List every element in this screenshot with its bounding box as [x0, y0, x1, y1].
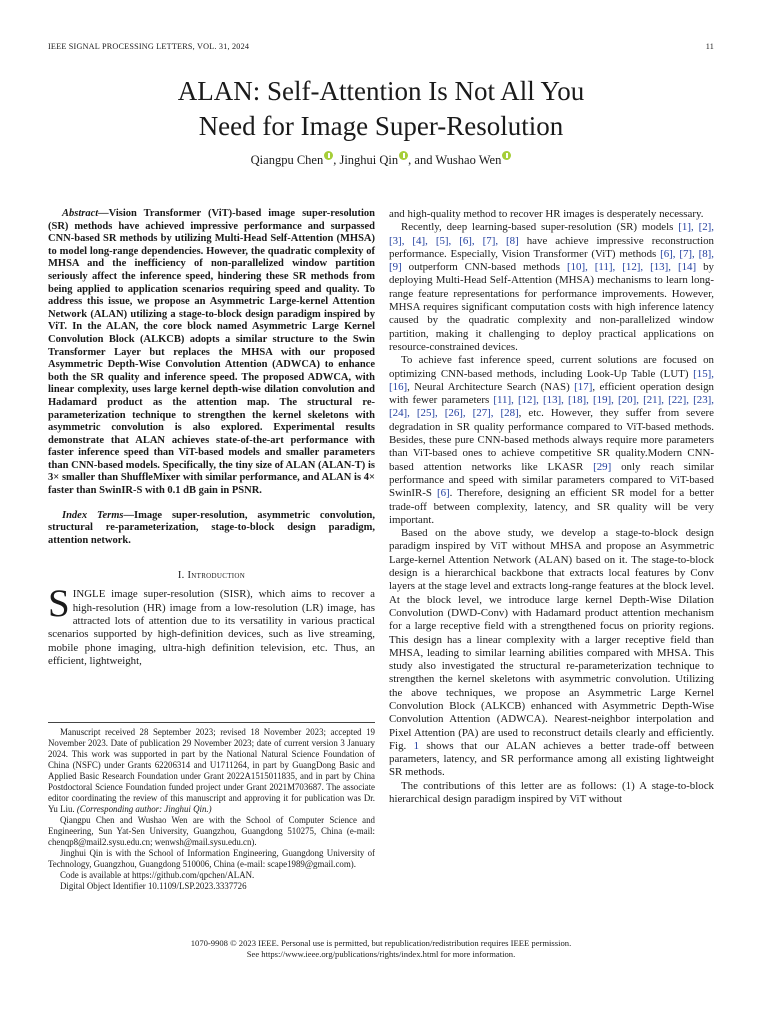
footnote-manuscript: [48, 727, 375, 815]
author-name: Jinghui Qin: [339, 153, 399, 167]
text-run: by deploying Multi-Head Self-Attention (MHSA) mechanisms to learn long-range feature representations for performance improvements. However, MHSA requires significant computation costs with high inference latency caused by the quadratic complexity and non-parallelized window partition, making it challenging to deploy practical applications on resource-constrained devices.: [389, 261, 714, 353]
index-terms-dash: —: [123, 509, 134, 521]
text-run: Recently, deep learning-based super-resolution (SR) models: [401, 221, 679, 234]
drop-cap: S: [48, 582, 70, 626]
text-run: shows that our ALAN achieves a better trade-off between parameters, latency, and SR performance among all existing lightweight SR methods.: [389, 739, 714, 779]
author-name: Qiangpu Chen: [250, 153, 324, 167]
title-line-1: ALAN: Self-Attention Is Not All You: [177, 76, 585, 106]
copyright-notice: [48, 938, 714, 960]
author-separator: , and: [408, 153, 436, 167]
paragraph-continuation: and high-quality method to recover HR images is desperately necessary.: [389, 208, 704, 220]
footnote-code-link[interactable]: Code is available at https://github.com/qpchen/ALAN.: [60, 870, 255, 880]
footnote-affiliation-1: Qiangpu Chen and Wushao Wen are with the School of Computer Science and Engineering, Sun Yat-Sen University, Guangzhou, Guangdong 510275, China (e-mail: chenqp8@mail2.sysu.edu.cn; wenwsh@mail.sysu.edu.cn).: [48, 815, 375, 847]
title-line-2: Need for Image Super-Resolution: [198, 111, 564, 141]
abstract-text: Vision Transformer (ViT)-based image super-resolution (SR) methods have achieved impressive performance and surpassed CNN-based SR methods by utilizing Multi-Head Self-Attention (MHSA) to model long-range dependencies. However, the quadratic complexity of MHSA and the inefficiency of non-parallelized window partition seriously affect the inference speed, hindering these SR methods from being applied to application scenarios requiring speed and quality. To address this issue, we propose an Asymmetric Large-kernel Attention Network (ALAN) utilizing a stage-to-block design paradigm inspired by ViT. In the ALAN, the core block named Asymmetric Large Kernel Convolution Block (ALKCB) adopts a similar structure to the Swin Transformer Layer but replaces the MHSA with our proposed Asymmetric Depth-Wise Convolution Attention (ADWCA) to enhance both the SR quality and inference speed. The proposed ADWCA, with linear complexity, uses large kernel depth-wise dilation convolution and Hadamard product as the attention map. The structural re-parameterization technique to strengthen the kernel skeletons with asymmetric convolution is also explored. Experimental results demonstrate that ALAN achieves state-of-the-art performance with faster inference speed than ViT-based models and smaller parameters than CNN-based models. Specifically, the tiny size of ALAN (ALAN-T) is 3× smaller than ShuffleMixer with similar performance, and ALAN is 4× faster than SwinIR-S with 0.1 dB gain in PSNR.: [48, 208, 375, 497]
paragraph-proposed-method: [389, 527, 714, 780]
text-run: only reach similar performance and speed with similar parameters compared to ViT-based SwinIR-S: [389, 460, 714, 500]
author-list: [48, 151, 714, 168]
journal-name: IEEE SIGNAL PROCESSING LETTERS, VOL. 31, 2024: [48, 42, 250, 51]
author-name: Wushao Wen: [435, 153, 502, 167]
citation-link[interactable]: [10], [11], [12], [13], [14]: [566, 261, 697, 274]
paragraph-contributions: The contributions of this letter are as follows: (1) A stage-to-block hierarchical design paradigm inspired by ViT without: [389, 779, 714, 806]
orcid-icon[interactable]: [502, 151, 511, 160]
footnote-divider: [48, 722, 375, 723]
orcid-icon[interactable]: [324, 151, 333, 160]
abstract-dash: —: [98, 208, 109, 219]
paragraph-fast-inference: [389, 354, 714, 527]
intro-paragraph: [48, 582, 375, 668]
footnote-doi[interactable]: Digital Object Identifier 10.1109/LSP.2023.3337726: [60, 881, 247, 891]
running-head: [48, 42, 714, 51]
left-column: [48, 208, 375, 668]
text-run: outperform CNN-based methods: [401, 261, 567, 274]
citation-link[interactable]: [17]: [574, 380, 593, 393]
text-run: . Therefore, designing an efficient SR model for a better trade-off between complexity, latency, and SR quality will be very important.: [389, 487, 714, 526]
footnote-affiliation-2: Jinghui Qin is with the School of Information Engineering, Guangdong University of Technology, Guangzhou, Guangdong 510006, China (e-mail: scape1989@gmail.com).: [48, 848, 375, 869]
section-heading-introduction: I. Introduction: [177, 570, 246, 582]
figure-link[interactable]: 1: [413, 739, 420, 752]
text-run: , etc. However, they suffer from severe degradation in SR quality performance compared to ViT-based methods. Besides, these pure CNN-based methods always require more parameters than ViT-based ones to achieve competitive SR quality.Modern CNN-based attention networks like LKASR: [389, 407, 714, 473]
index-terms-label: Index Terms: [62, 509, 124, 521]
index-terms: [48, 510, 375, 548]
citation-link[interactable]: [15], [16]: [389, 367, 714, 393]
orcid-icon[interactable]: [399, 151, 408, 160]
corresponding-author: (Corresponding author: Jinghui Qin.): [76, 804, 212, 814]
paragraph-related-work: [389, 221, 714, 354]
citation-link[interactable]: [11], [12], [13], [18], [19], [20], [21], [22], [23], [24], [25], [26], [27], [28]: [389, 394, 714, 420]
copyright-line-1: 1070-9908 © 2023 IEEE. Personal use is permitted, but republication/redistribution requires IEEE permission.: [190, 938, 572, 948]
right-column: [389, 208, 714, 806]
abstract: [48, 208, 375, 498]
author-separator: ,: [333, 153, 340, 167]
abstract-label: Abstract: [62, 208, 99, 219]
footnotes: [48, 722, 375, 892]
text-run: Based on the above study, we develop a stage-to-block design paradigm inspired by ViT without MHSA and propose an Asymmetric Large-kernel Attention Network (ALAN) based on it. The stage-to-block design is a hierarchical backbone that extracts local features by Conv layers at the stage level and extracts long-range features at the block level. At the block level, we introduce large kernel Depth-Wise Dilation Convolution (DWD-Conv) with Hadamard product attention mechanism for a large receptive field with a strengthened focus on priority regions. This design has a linear complexity with a larger receptive field than MHSA, leading to similar learning abilities compared with MHSA. This study also investigated the structural re-parameterization technique to strengthen the kernel skeletons with asymmetric convolution. Utilizing the above techniques, we propose an Asymmetric Large Kernel Convolution Block (ALKCB) enhanced with Asymmetric Depth-Wise Convolution Attention (ADWCA). Nearest-neighbor interpolation and Pixel Attention (PA) are used to reconstruct details clearly and efficiently. Fig.: [389, 527, 714, 752]
index-terms-text: Image super-resolution, asymmetric convolution, structural re-parameterization, stage-to-block design paradigm, attention network.: [48, 509, 375, 546]
text-run: have achieve impressive reconstruction performance. Especially, Vision Transformer (ViT) methods: [389, 234, 714, 260]
text-run: , Neural Architecture Search (NAS): [407, 380, 575, 393]
intro-text: INGLE image super-resolution (SISR), which aims to recover a high-resolution (HR) image from a low-resolution (LR) image, has attracted lots of attention due to its versatility in various practical scenarios supported by high-definition devices, such as live streaming, mobile phone imaging, ultra-high definition television, etc. Thus, an efficient, lightweight,: [48, 588, 375, 667]
citation-link[interactable]: [6]: [436, 487, 450, 500]
copyright-line-2: See https://www.ieee.org/publications/rights/index.html for more information.: [246, 949, 516, 959]
paper-title: [48, 74, 714, 144]
citation-link[interactable]: [1], [2], [3], [4], [5], [6], [7], [8]: [389, 221, 714, 247]
text-run: , efficient operation design with fewer parameters: [389, 380, 714, 407]
citation-link[interactable]: [29]: [593, 460, 612, 473]
page-number: 11: [705, 42, 714, 51]
text-run: To achieve fast inference speed, current solutions are focused on optimizing CNN-based methods, including Look-Up Table (LUT): [389, 354, 714, 380]
citation-link[interactable]: [6], [7], [8], [9]: [389, 247, 714, 274]
footnote-text: Manuscript received 28 September 2023; revised 18 November 2023; accepted 19 November 2023. Date of publication 29 November 2023; date of current version 3 January 2024. This work was supported in part by the National Natural Science Foundation of China (NSFC) under Grants 62206314 and U1711264, in part by GuangDong Basic and Applied Basic Research Foundation under Grant 2022A1515011835, and in part by China Postdoctoral Science Foundation funded project under Grant 2021M703687. The associate editor coordinating the review of this manuscript and approving it for publication was Dr. Yu Liu.: [48, 727, 375, 814]
